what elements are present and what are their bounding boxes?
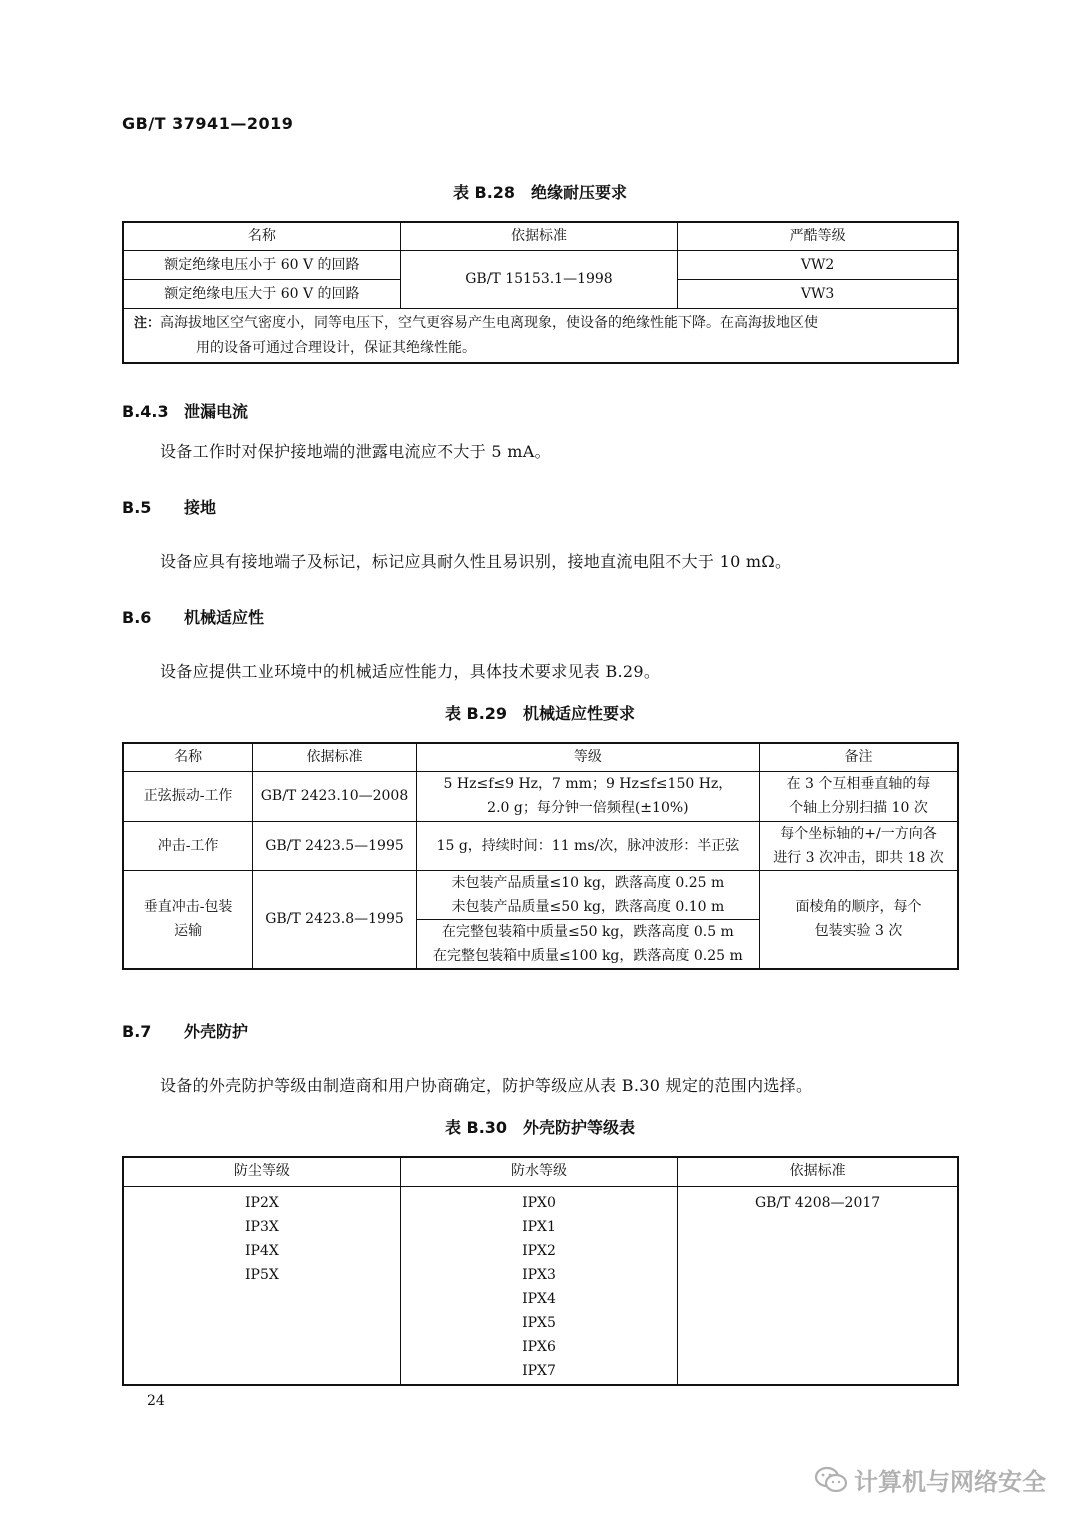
wechat-icon [814,1466,848,1494]
note-line: 进行 3 次冲击，即共 18 次 [773,849,944,866]
section-title: 外壳防护 [184,1022,249,1041]
table-b28-row1-name: 额定绝缘电压小于 60 V 的回路 [123,250,400,279]
table-b28-row1-level: VW2 [678,250,958,279]
dust-level: IP3X [245,1218,279,1235]
table-b29-header-name: 名称 [123,743,253,771]
table-b29-row1-standard: GB/T 2423.10—2008 [253,771,417,821]
section-b43-text: 设备工作时对保护接地端的泄露电流应不大于 5 mA。 [160,442,551,461]
section-b5-heading [122,495,216,518]
dust-level: IP2X [245,1194,279,1211]
grade-line: 在完整包装箱中质量≤50 kg，跌落高度 0.5 m [441,923,734,940]
table-b29-row2-standard: GB/T 2423.5—1995 [253,821,417,870]
table-b30 [122,1156,959,1386]
grade-line: 未包装产品质量≤50 kg，跌落高度 0.10 m [451,898,725,915]
note-line: 在 3 个互相垂直轴的每 [786,776,931,792]
section-number: B.4.3 [122,402,169,421]
grade-line: 在完整包装箱中质量≤100 kg，跌落高度 0.25 m [433,947,743,964]
grade-line: 5 Hz≤f≤9 Hz，7 mm；9 Hz≤f≤150 Hz， [443,776,733,792]
section-number: B.6 [122,608,152,627]
table-b29-row2-name: 冲击-工作 [123,821,253,870]
watermark [814,1462,1046,1497]
note-line-1: 高海拔地区空气密度小，同等电压下，空气更容易产生电离现象，使设备的绝缘性能下降。在高海拔地区使 [160,314,819,331]
water-level: IPX2 [522,1242,556,1259]
table-b29-title: 表 B.29 机械适应性要求 [444,704,636,723]
table-b30-water-list [400,1186,677,1385]
water-level: IPX1 [522,1218,556,1235]
note-line: 包装实验 3 次 [814,923,903,939]
section-b7-heading [122,1019,248,1042]
dust-level: IP4X [245,1242,279,1259]
table-b29-row2-grade: 15 g，持续时间：11 ms/次，脉冲波形：半正弦 [416,821,759,870]
table-b29-row3-name [123,870,253,969]
watermark-text: 计算机与网络安全 [854,1468,1046,1496]
table-b28-note [123,308,958,363]
table-b28-header-name: 名称 [123,222,400,250]
table-b28-row2-name: 额定绝缘电压大于 60 V 的回路 [123,279,400,308]
note-line: 个轴上分别扫描 10 次 [789,800,928,816]
standard-ref: GB/T 4208—2017 [754,1194,881,1211]
water-level: IPX4 [522,1290,556,1307]
table-b28-header-standard: 依据标准 [400,222,677,250]
section-b5-text: 设备应具有接地端子及标记，标记应具耐久性且易识别，接地直流电阻不大于 10 mΩ。 [160,552,792,571]
note-line: 每个坐标轴的+/一方向各 [780,825,937,842]
note-line-2: 用的设备可通过合理设计，保证其绝缘性能。 [196,339,476,356]
table-b29-header-grade: 等级 [416,743,759,771]
table-b30-standard [678,1186,958,1385]
section-b6-text: 设备应提供工业环境中的机械适应性能力，具体技术要求见表 B.29。 [160,662,661,681]
table-b28-title: 表 B.28 绝缘耐压要求 [452,183,628,202]
section-number: B.7 [122,1022,152,1041]
name-line: 运输 [174,923,203,939]
table-b29-row3-grade-unpacked [416,870,759,919]
section-b6-heading [122,605,264,628]
table-b29-header-note: 备注 [759,743,958,771]
note-line: 面棱角的顺序，每个 [795,899,922,915]
name-line: 垂直冲击-包装 [143,899,233,915]
water-level: IPX3 [522,1266,556,1283]
table-b29-row1-note [759,771,958,821]
grade-line: 未包装产品质量≤10 kg，跌落高度 0.25 m [451,874,725,891]
page-number: 24 [147,1393,165,1409]
table-b29-row2-note [759,821,958,870]
table-b28 [122,221,959,364]
grade-line: 2.0 g；每分钟一倍频程(±10%) [487,800,689,816]
note-label: 注： [134,315,161,331]
table-b28-standard: GB/T 15153.1—1998 [400,250,677,308]
table-b30-header-dust: 防尘等级 [123,1157,400,1186]
table-b30-title: 表 B.30 外壳防护等级表 [444,1118,636,1137]
section-b43-heading [122,399,248,422]
standard-id: GB/T 37941—2019 [122,114,294,133]
section-title: 机械适应性 [184,608,265,627]
water-level: IPX0 [522,1194,556,1211]
water-level: IPX6 [522,1338,556,1355]
section-title: 泄漏电流 [184,402,249,421]
table-b29 [122,742,959,970]
table-b28-row2-level: VW3 [678,279,958,308]
section-title: 接地 [184,498,217,517]
table-b30-header-standard: 依据标准 [678,1157,958,1186]
dust-level: IP5X [245,1266,279,1283]
water-level: IPX5 [522,1314,556,1331]
table-b29-row1-name: 正弦振动-工作 [123,771,253,821]
table-b29-header-standard: 依据标准 [253,743,417,771]
table-b28-header-level: 严酷等级 [678,222,958,250]
table-b30-header-water: 防水等级 [400,1157,677,1186]
section-number: B.5 [122,498,152,517]
table-b29-row3-standard: GB/T 2423.8—1995 [253,870,417,969]
table-b29-row1-grade [416,771,759,821]
table-b29-row3-note [759,870,958,969]
table-b30-dust-list [123,1186,400,1385]
water-level: IPX7 [522,1362,556,1379]
section-b7-text: 设备的外壳防护等级由制造商和用户协商确定，防护等级应从表 B.30 规定的范围内选择。 [160,1076,813,1095]
table-b29-row3-grade-packed [416,919,759,969]
